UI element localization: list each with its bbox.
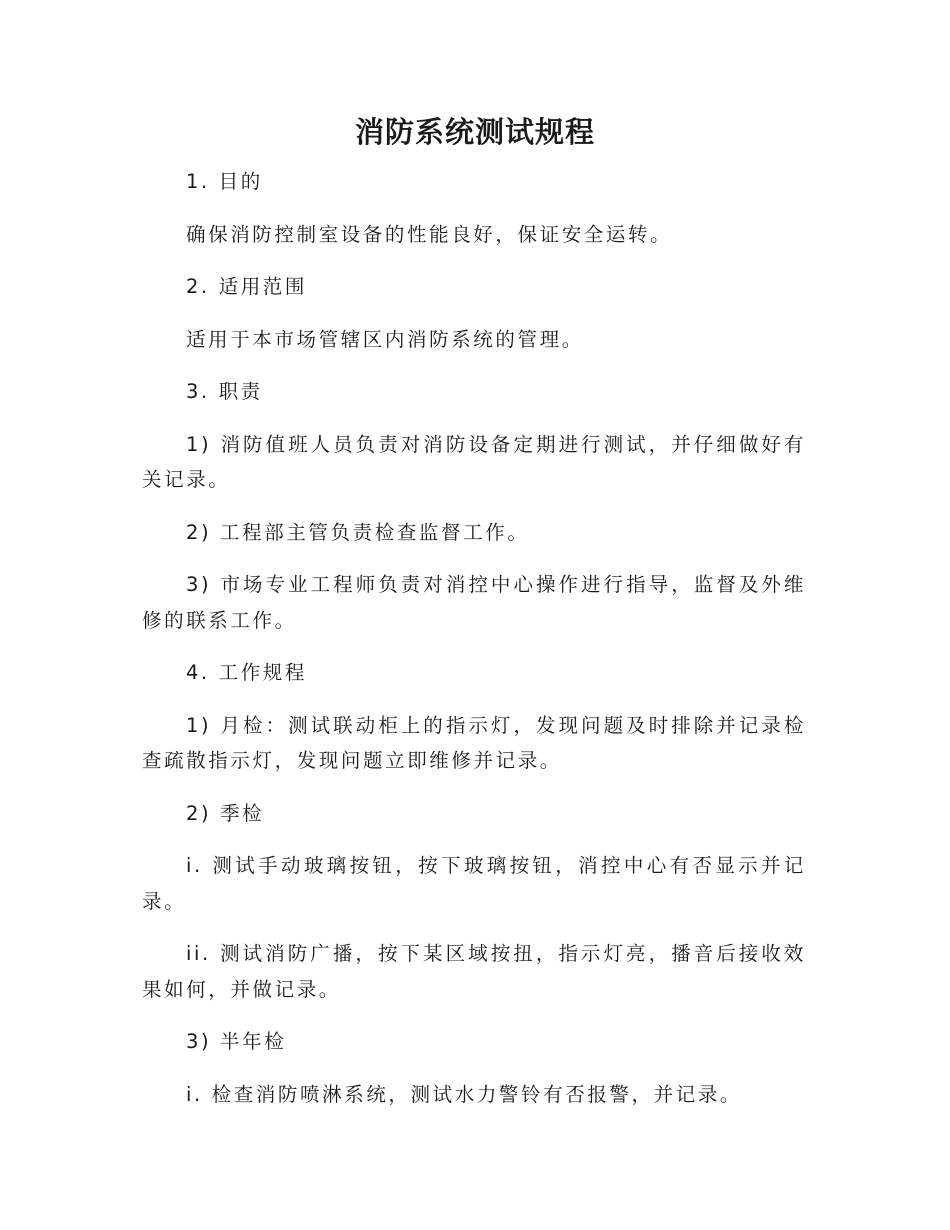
paragraph-purpose: 确保消防控制室设备的性能良好，保证安全运转。 [186,222,673,246]
paragraph-semiannual-item-1: i. 检查消防喷淋系统，测试水力警铃有否报警，并记录。 [186,1082,743,1106]
section-heading-duties: 3. 职责 [186,380,263,403]
document-body [142,164,806,1129]
paragraph-quarterly-item-1: i. 测试手动玻璃按钮，按下玻璃按钮，消控中心有否显示并记录。 [142,854,806,913]
paragraph-quarterly-check: 2) 季检 [186,801,265,825]
section-heading-scope: 2. 适用范围 [186,275,308,298]
document-title: 消防系统测试规程 [354,115,595,149]
section-heading-procedure: 4. 工作规程 [186,661,308,684]
paragraph-duty-3: 3) 市场专业工程师负责对消控中心操作进行指导，监督及外维修的联系工作。 [142,573,806,632]
paragraph-semiannual-check: 3) 半年检 [186,1030,287,1053]
paragraph-duty-1: 1) 消防值班人员负责对消防设备定期进行测试，并仔细做好有关记录。 [142,432,806,491]
section-heading-purpose: 1. 目的 [186,170,263,193]
paragraph-scope: 适用于本市场管辖区内消防系统的管理。 [186,327,584,351]
paragraph-monthly-check: 1) 月检：测试联动柜上的指示灯，发现问题及时排除并记录检查疏散指示灯，发现问题立即维修并记录。 [142,713,806,772]
paragraph-quarterly-item-2: ii. 测试消防广播，按下某区域按扭，指示灯亮，播音后接收效果如何，并做记录。 [142,942,806,1001]
paragraph-duty-2: 2) 工程部主管负责检查监督工作。 [186,520,530,544]
